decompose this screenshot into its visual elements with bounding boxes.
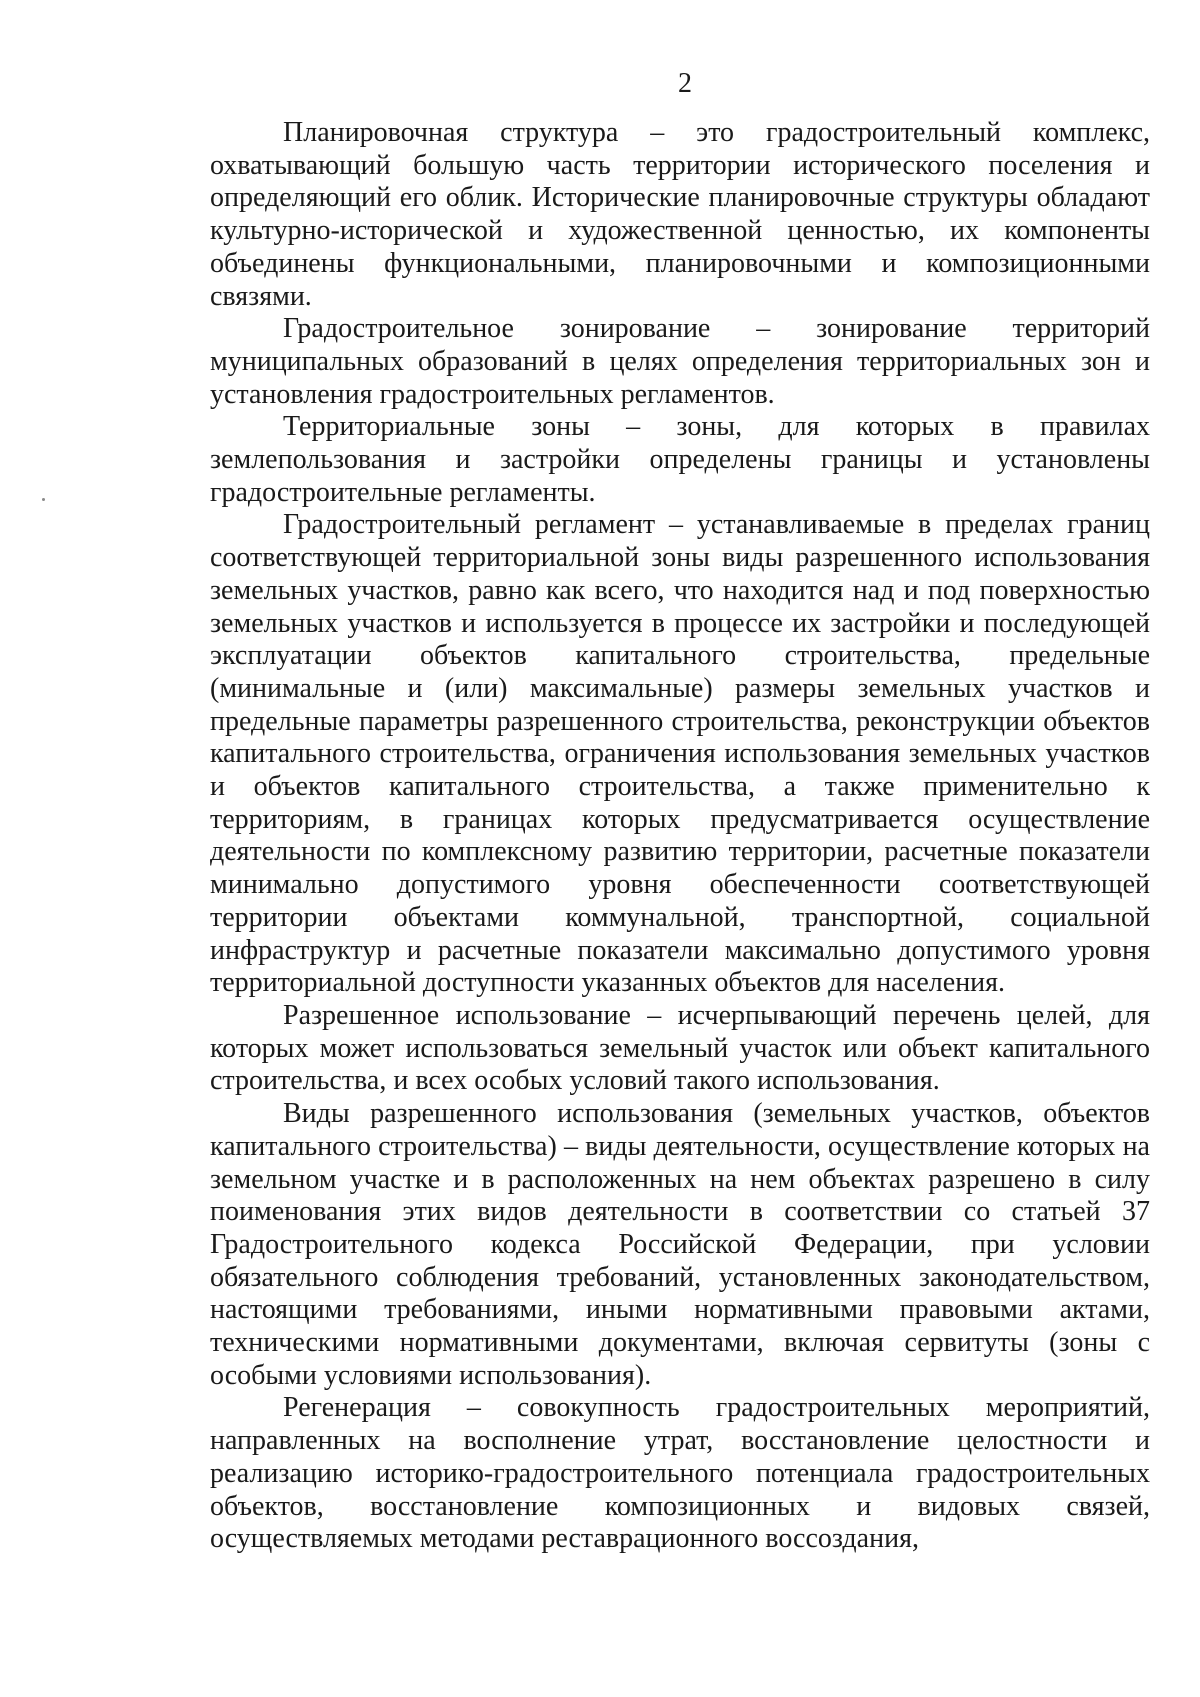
paragraph-planning-structure: Планировочная структура – это градостроительный комплекс, охватывающий большую часть территории исторического поселения и определяющий его облик. Исторические планировочные структуры обладают культурно-исторической и художественной ценностью, их компоненты объединены функциональными, планировочными и композиционными связями.: [210, 117, 1150, 312]
page-number: 2: [678, 68, 692, 99]
paragraph-regeneration: Регенерация – совокупность градостроительных мероприятий, направленных на восполнение утрат, восстановление целостности и реализацию историко-градостроительного потенциала градостроительных объектов, восстановление композиционных и видовых связей, осуществляемых методами реставрационного воссоздания,: [210, 1392, 1150, 1555]
document-body: [210, 117, 1150, 1556]
paragraph-types-of-permitted-use: Виды разрешенного использования (земельных участков, объектов капитального строительства) – виды деятельности, осуществление которых на земельном участке и в расположенных на нем объектах разрешено в силу поименования этих видов деятельности в соответствии со статьей 37 Градостроительного кодекса Российской Федерации, при условии обязательного соблюдения требований, установленных законодательством, настоящими требованиями, иными нормативными правовыми актами, техническими нормативными документами, включая сервитуты (зоны с особыми условиями использования).: [210, 1098, 1150, 1391]
paragraph-urban-zoning: Градостроительное зонирование – зонирование территорий муниципальных образований в целях определения территориальных зон и установления градостроительных регламентов.: [210, 313, 1150, 410]
paragraph-permitted-use: Разрешенное использование – исчерпывающий перечень целей, для которых может использоваться земельный участок или объект капитального строительства, и всех особых условий такого использования.: [210, 999, 1150, 1097]
scan-artifact: [42, 498, 45, 501]
paragraph-territorial-zones: Территориальные зоны – зоны, для которых в правилах землепользования и застройки определены границы и установлены градостроительные регламенты.: [210, 411, 1150, 508]
paragraph-urban-regulation: Градостроительный регламент – устанавливаемые в пределах границ соответствующей территориальной зоны виды разрешенного использования земельных участков, равно как всего, что находится над и под поверхностью земельных участков и используется в процессе их застройки и последующей эксплуатации объектов капитального строительства, предельные (минимальные и (или) максимальные) размеры земельных участков и предельные параметры разрешенного строительства, реконструкции объектов капитального строительства, ограничения использования земельных участков и объектов капитального строительства, а также применительно к территориям, в границах которых предусматривается осуществление деятельности по комплексному развитию территории, расчетные показатели минимально допустимого уровня обеспеченности соответствующей территории объектами коммунальной, транспортной, социальной инфраструктур и расчетные показатели максимально допустимого уровня территориальной доступности указанных объектов для населения.: [210, 509, 1150, 999]
